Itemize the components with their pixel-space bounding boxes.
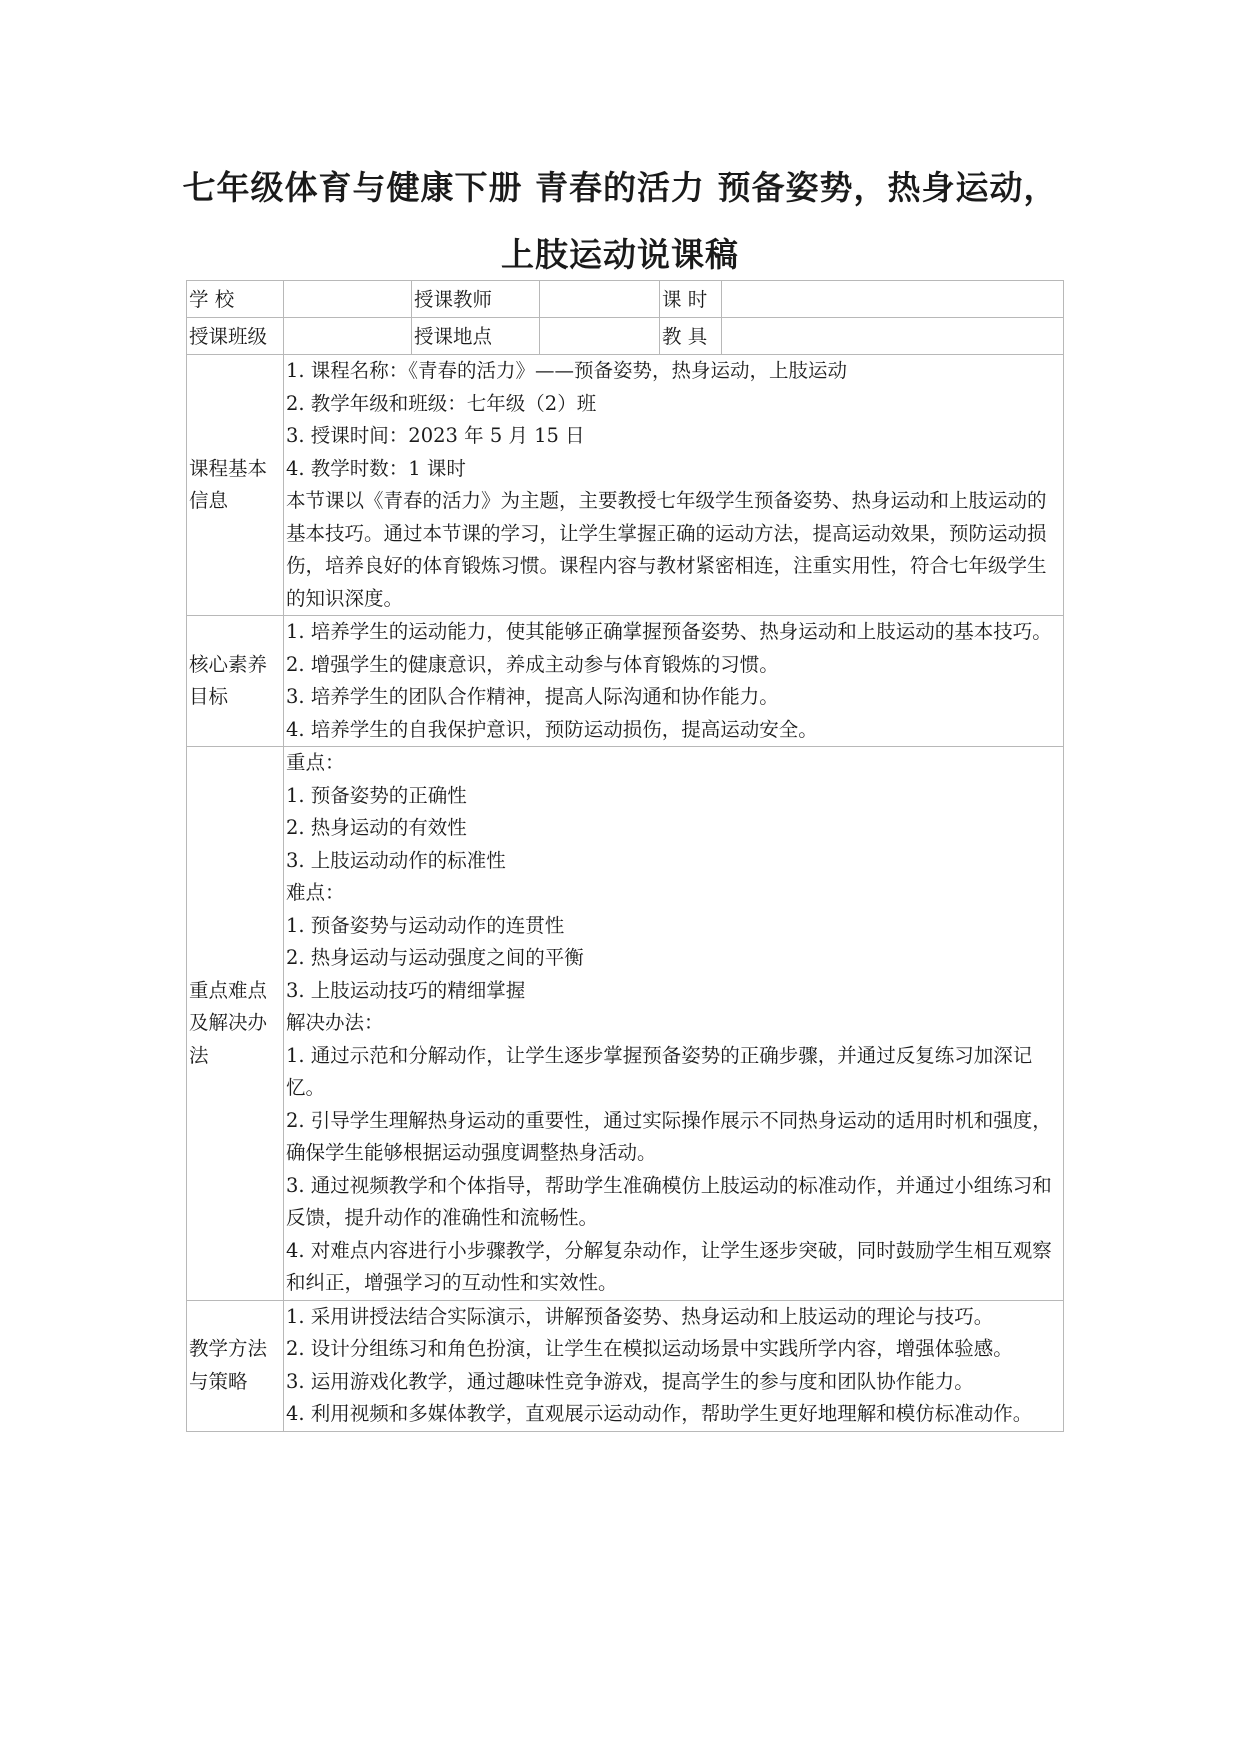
label-methods: 教学方法与策略 [187,1300,284,1431]
document-title-line-1: 七年级体育与健康下册 青春的活力 预备姿势，热身运动， [182,168,1058,207]
list-item: 3. 上肢运动技巧的精细掌握 [286,978,526,1002]
value-class [284,318,412,355]
value-teaching-aids [722,318,1064,355]
list-item: 1. 培养学生的运动能力，使其能够正确掌握预备姿势、热身运动和上肢运动的基本技巧。 [286,620,1052,643]
list-item: 2. 设计分组练习和角色扮演，让学生在模拟运动场景中实践所学内容，增强体验感。 [286,1337,1013,1360]
list-item: 1. 采用讲授法结合实际演示，讲解预备姿势、热身运动和上肢运动的理论与技巧。 [286,1304,994,1328]
content-methods [284,1300,1064,1431]
label-teacher: 授课教师 [412,281,540,318]
value-school [284,281,412,318]
row-methods [187,1300,1064,1431]
difficult-heading: 难点： [286,881,345,904]
course-description: 本节课以《青春的活力》为主题，主要教授七年级学生预备姿势、热身运动和上肢运动的基本技巧。通过本节课的学习，让学生掌握正确的运动方法，提高运动效果，预防运动损伤，培养良好的体育锻炼习惯。课程内容与教材紧密相连，注重实用性，符合七年级学生的知识深度。 [286,489,1047,610]
row-key-points [187,747,1064,1301]
list-item: 1. 通过示范和分解动作，让学生逐步掌握预备姿势的正确步骤，并通过反复练习加深记忆。 [286,1043,1033,1099]
list-item: 2. 引导学生理解热身运动的重要性，通过实际操作展示不同热身运动的适用时机和强度，确保学生能够根据运动强度调整热身活动。 [286,1108,1052,1164]
label-basic-info: 课程基本信息 [187,355,284,616]
list-item: 3. 运用游戏化教学，通过趣味性竞争游戏，提高学生的参与度和团队协作能力。 [286,1369,974,1393]
list-item: 1. 课程名称：《青春的活力》——预备姿势，热身运动，上肢运动 [286,359,848,382]
list-item: 3. 上肢运动动作的标准性 [286,848,506,872]
value-period [722,281,1064,318]
label-key-points: 重点难点及解决办法 [187,747,284,1301]
list-item: 4. 对难点内容进行小步骤教学，分解复杂动作，让学生逐步突破，同时鼓励学生相互观察和纠正，增强学习的互动性和实效性。 [286,1238,1052,1294]
label-class: 授课班级 [187,318,284,355]
document-title-line-2: 上肢运动说课稿 [501,235,739,274]
label-school: 学 校 [187,281,284,318]
list-item: 3. 通过视频教学和个体指导，帮助学生准确模仿上肢运动的标准动作，并通过小组练习和反馈，提升动作的准确性和流畅性。 [286,1173,1052,1229]
row-basic-info [187,355,1064,616]
content-core-goals [284,616,1064,747]
label-location: 授课地点 [412,318,540,355]
value-location [540,318,660,355]
list-item: 1. 预备姿势与运动动作的连贯性 [286,913,565,937]
header-row-1 [187,281,1064,318]
list-item: 1. 预备姿势的正确性 [286,783,467,807]
list-item: 4. 教学时数：1 课时 [286,456,466,480]
label-teaching-aids: 教 具 [660,318,722,355]
list-item: 2. 热身运动与运动强度之间的平衡 [286,946,584,969]
list-item: 4. 利用视频和多媒体教学，直观展示运动动作，帮助学生更好地理解和模仿标准动作。 [286,1402,1033,1425]
lesson-plan-table [186,280,1064,1432]
list-item: 4. 培养学生的自我保护意识，预防运动损伤，提高运动安全。 [286,717,818,741]
list-item: 2. 教学年级和班级：七年级（2）班 [286,391,597,415]
list-item: 2. 增强学生的健康意识，养成主动参与体育锻炼的习惯。 [286,652,779,676]
header-row-2 [187,318,1064,355]
list-item: 3. 授课时间：2023 年 5 月 15 日 [286,424,585,447]
row-core-goals [187,616,1064,747]
list-item: 2. 热身运动的有效性 [286,816,467,839]
solution-heading: 解决办法： [286,1011,384,1034]
key-heading: 重点： [286,751,345,774]
content-key-points [284,747,1064,1301]
label-core-goals: 核心素养目标 [187,616,284,747]
content-basic-info [284,355,1064,616]
label-period: 课 时 [660,281,722,318]
value-teacher [540,281,660,318]
list-item: 3. 培养学生的团队合作精神，提高人际沟通和协作能力。 [286,685,779,708]
